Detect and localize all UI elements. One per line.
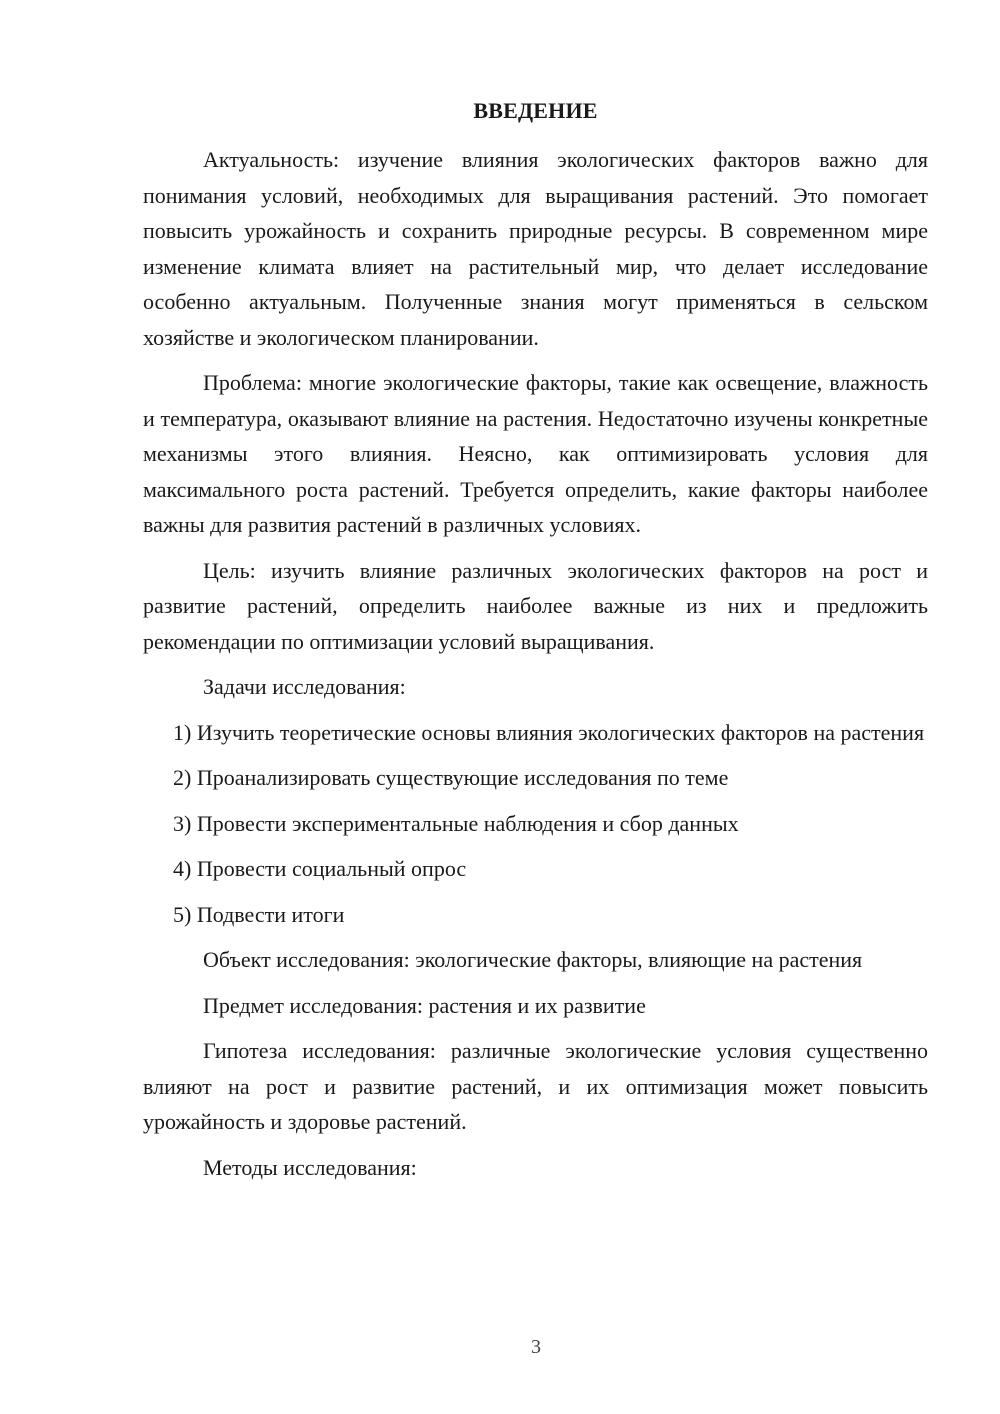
methods-heading: Методы исследования: <box>203 1154 417 1180</box>
paragraph-subject: Предмет исследования: растения и их развитие <box>203 992 646 1018</box>
tasks-heading: Задачи исследования: <box>203 674 406 699</box>
page-number: 3 <box>531 1336 541 1358</box>
task-item: 5) Подвести итоги <box>173 901 345 927</box>
task-item: 1) Изучить теоретические основы влияния экологических факторов на растения <box>173 719 925 745</box>
task-item: 4) Провести социальный опрос <box>173 856 467 881</box>
document-body <box>143 142 928 1185</box>
page-title: ВВЕДЕНИЕ <box>473 98 598 123</box>
task-item: 3) Провести экспериментальные наблюдения и сбор данных <box>173 810 739 836</box>
paragraph-problem: Проблема: многие экологические факторы, такие как освещение, влажность и температура, оказывают влияние на растения. Недостаточно изучены конкретные механизмы этого влияния. Неясно, как оптимизировать условия для максимального роста растений. Требуется определить, какие факторы наиболее важны для развития растений в различных условиях. <box>143 370 928 537</box>
paragraph-relevance: Актуальность: изучение влияния экологических факторов важно для понимания условий, необходимых для выращивания растений. Это помогает повысить урожайность и сохранить природные ресурсы. В современном мире изменение климата влияет на растительный мир, что делает исследование особенно актуальным. Полученные знания могут применяться в сельском хозяйстве и экологическом планировании. <box>143 147 928 350</box>
task-item: 2) Проанализировать существующие исследования по теме <box>173 765 729 790</box>
paragraph-object: Объект исследования: экологические факторы, влияющие на растения <box>203 947 863 972</box>
paragraph-hypothesis: Гипотеза исследования: различные экологические условия существенно влияют на рост и развитие растений, и их оптимизация может повысить урожайность и здоровье растений. <box>143 1038 928 1134</box>
paragraph-goal: Цель: изучить влияние различных экологических факторов на рост и развитие растений, определить наиболее важные из них и предложить рекомендации по оптимизации условий выращивания. <box>143 557 928 654</box>
